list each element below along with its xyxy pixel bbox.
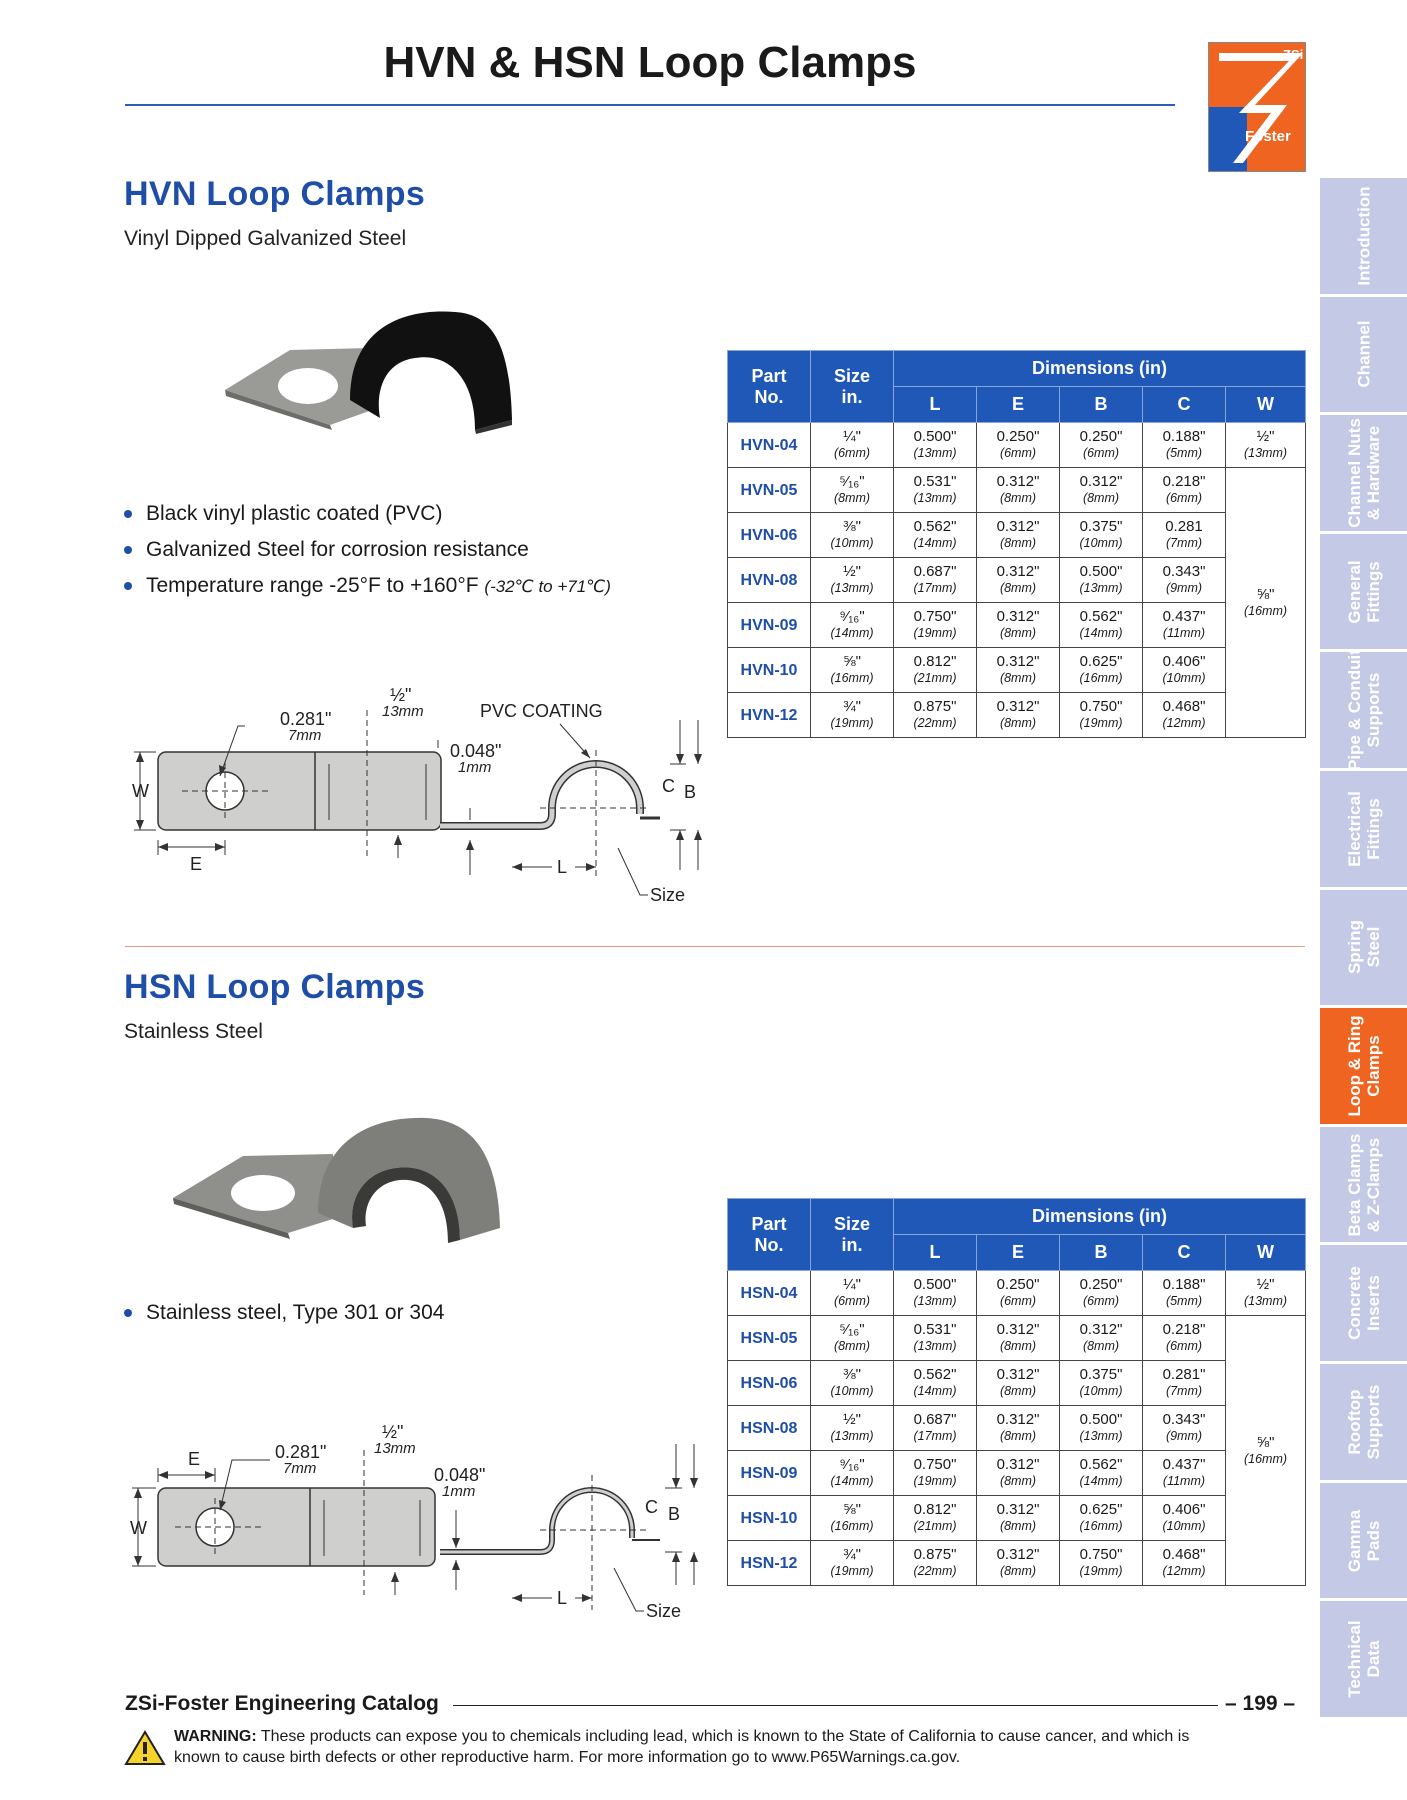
sidebar-tab-label: Gamma Pads xyxy=(1344,1509,1383,1572)
page-number: – 199 – xyxy=(1225,1692,1296,1715)
b-cell: 0.750" (19mm) xyxy=(1060,1541,1143,1586)
part-number-cell: HSN-08 xyxy=(728,1406,811,1451)
e-cell: 0.312" (8mm) xyxy=(977,1451,1060,1496)
hsn-dimension-diagram xyxy=(120,1420,710,1655)
dim-thick-mm: 1mm xyxy=(442,1483,476,1500)
c-cell: 0.218" (6mm) xyxy=(1143,1316,1226,1361)
table-row xyxy=(728,558,1306,603)
header-part: Part No. xyxy=(728,1199,811,1271)
b-cell: 0.625" (16mm) xyxy=(1060,648,1143,693)
header-c: C xyxy=(1143,1235,1226,1271)
size-cell: ⅜" (10mm) xyxy=(811,513,894,558)
header-l: L xyxy=(894,1235,977,1271)
table-row xyxy=(728,513,1306,558)
table-row xyxy=(728,1271,1306,1316)
b-cell: 0.312" (8mm) xyxy=(1060,468,1143,513)
dim-size-label: Size xyxy=(650,885,686,905)
sidebar-tab-label: Channel xyxy=(1354,320,1373,388)
hsn-spec-table xyxy=(727,1198,1306,1586)
l-cell: 0.812" (21mm) xyxy=(894,1496,977,1541)
table-row xyxy=(728,1406,1306,1451)
part-number-cell: HVN-09 xyxy=(728,603,811,648)
dim-c-label: C xyxy=(662,776,675,796)
hvn-dimension-diagram xyxy=(120,680,710,915)
hsn-table-body xyxy=(728,1271,1306,1586)
part-number-cell: HSN-09 xyxy=(728,1451,811,1496)
header-e: E xyxy=(977,387,1060,423)
bullet-text: Black vinyl plastic coated (PVC) xyxy=(146,502,443,525)
c-cell: 0.406" (10mm) xyxy=(1143,648,1226,693)
b-cell: 0.625" (16mm) xyxy=(1060,1496,1143,1541)
table-row xyxy=(728,468,1306,513)
sidebar-tab-label: Beta Clamps & Z-Clamps xyxy=(1344,1133,1383,1237)
catalog-section-tabs xyxy=(1320,178,1407,1720)
dim-l-label: L xyxy=(557,1588,568,1608)
e-cell: 0.312" (8mm) xyxy=(977,1406,1060,1451)
header-l: L xyxy=(894,387,977,423)
size-cell: ⅝" (16mm) xyxy=(811,648,894,693)
header-part: Part No. xyxy=(728,351,811,423)
dim-w-label: W xyxy=(130,1518,147,1538)
prop65-warning xyxy=(174,1726,1234,1768)
dim-l-label: L xyxy=(557,857,568,877)
b-cell: 0.250" (6mm) xyxy=(1060,1271,1143,1316)
e-cell: 0.312" (8mm) xyxy=(977,1361,1060,1406)
hvn-section-subtitle: Vinyl Dipped Galvanized Steel xyxy=(124,227,407,250)
dim-hole-label: 0.281" xyxy=(280,709,332,729)
sidebar-tab-technical[interactable] xyxy=(1320,1601,1407,1720)
e-cell: 0.312" (8mm) xyxy=(977,468,1060,513)
w-cell: ⅝" (16mm) xyxy=(1226,468,1306,738)
footer-divider xyxy=(453,1705,1218,1706)
dim-hole-mm: 7mm xyxy=(288,727,322,744)
hsn-section-subtitle: Stainless Steel xyxy=(124,1020,263,1043)
warning-label: WARNING: xyxy=(174,1728,257,1745)
header-w: W xyxy=(1226,1235,1306,1271)
title-divider xyxy=(125,104,1175,106)
sidebar-tab-label: Rooftop Supports xyxy=(1344,1384,1383,1460)
dim-thick-label: 0.048" xyxy=(434,1465,486,1485)
header-size: Size in. xyxy=(811,351,894,423)
part-number-cell: HVN-10 xyxy=(728,648,811,693)
hsn-feature-list xyxy=(124,1295,444,1331)
part-number-cell: HSN-06 xyxy=(728,1361,811,1406)
bullet-text: Temperature range -25°F to +160°F xyxy=(146,574,479,597)
e-cell: 0.312" (8mm) xyxy=(977,648,1060,693)
l-cell: 0.500" (13mm) xyxy=(894,1271,977,1316)
list-item xyxy=(124,568,611,605)
hvn-spec-table xyxy=(727,350,1306,738)
b-cell: 0.562" (14mm) xyxy=(1060,603,1143,648)
part-number-cell: HSN-04 xyxy=(728,1271,811,1316)
dim-e-label: E xyxy=(188,1449,201,1469)
dim-half-mm: 13mm xyxy=(382,703,424,720)
e-cell: 0.312" (8mm) xyxy=(977,1316,1060,1361)
list-item xyxy=(124,1295,444,1331)
sidebar-tab-label: Loop & Ring Clamps xyxy=(1344,1015,1383,1117)
dim-thick-label: 0.048" xyxy=(450,741,502,761)
dim-hole-mm: 7mm xyxy=(283,1460,317,1477)
header-b: B xyxy=(1060,1235,1143,1271)
table-row xyxy=(728,648,1306,693)
size-cell: ¾" (19mm) xyxy=(811,1541,894,1586)
c-cell: 0.343" (9mm) xyxy=(1143,1406,1226,1451)
size-cell: ⅝" (16mm) xyxy=(811,1496,894,1541)
dim-c-label: C xyxy=(645,1497,658,1517)
dim-e-label: E xyxy=(190,854,203,874)
sidebar-tab-label: Pipe & Conduit Supports xyxy=(1344,649,1383,772)
e-cell: 0.250" (6mm) xyxy=(977,423,1060,468)
c-cell: 0.406" (10mm) xyxy=(1143,1496,1226,1541)
c-cell: 0.437" (11mm) xyxy=(1143,603,1226,648)
l-cell: 0.750" (19mm) xyxy=(894,603,977,648)
size-cell: ¼" (6mm) xyxy=(811,423,894,468)
dim-hole-label: 0.281" xyxy=(275,1442,327,1462)
e-cell: 0.312" (8mm) xyxy=(977,1541,1060,1586)
catalog-name: ZSi-Foster Engineering Catalog xyxy=(125,1692,439,1715)
l-cell: 0.812" (21mm) xyxy=(894,648,977,693)
l-cell: 0.531" (13mm) xyxy=(894,468,977,513)
e-cell: 0.312" (8mm) xyxy=(977,693,1060,738)
size-cell: ⁹⁄₁₆" (14mm) xyxy=(811,603,894,648)
table-row xyxy=(728,423,1306,468)
size-cell: ¼" (6mm) xyxy=(811,1271,894,1316)
b-cell: 0.562" (14mm) xyxy=(1060,1451,1143,1496)
dim-b-label: B xyxy=(684,782,697,802)
header-b: B xyxy=(1060,387,1143,423)
table-row xyxy=(728,1541,1306,1586)
size-cell: ⁵⁄₁₆" (8mm) xyxy=(811,468,894,513)
table-row xyxy=(728,1496,1306,1541)
hsn-section-title: HSN Loop Clamps xyxy=(124,968,426,1006)
pvc-coating-label: PVC COATING xyxy=(480,701,603,721)
temp-note: (-32℃ to +71℃) xyxy=(484,577,611,596)
size-cell: ½" (13mm) xyxy=(811,558,894,603)
dim-half-label: ½" xyxy=(382,1422,404,1442)
zsi-foster-logo xyxy=(1208,42,1306,172)
page-title: HVN & HSN Loop Clamps xyxy=(383,38,917,87)
c-cell: 0.188" (5mm) xyxy=(1143,423,1226,468)
l-cell: 0.687" (17mm) xyxy=(894,1406,977,1451)
size-cell: ¾" (19mm) xyxy=(811,693,894,738)
size-cell: ⅜" (10mm) xyxy=(811,1361,894,1406)
e-cell: 0.312" (8mm) xyxy=(977,513,1060,558)
b-cell: 0.375" (10mm) xyxy=(1060,513,1143,558)
sidebar-tab-label: Electrical Fittings xyxy=(1344,791,1383,867)
part-number-cell: HSN-12 xyxy=(728,1541,811,1586)
part-number-cell: HVN-08 xyxy=(728,558,811,603)
header-w: W xyxy=(1226,387,1306,423)
w-cell: ⅝" (16mm) xyxy=(1226,1316,1306,1586)
sidebar-tab-label: General Fittings xyxy=(1344,559,1383,624)
c-cell: 0.188" (5mm) xyxy=(1143,1271,1226,1316)
logo-text-top: ZSi xyxy=(1283,47,1304,62)
l-cell: 0.562" (14mm) xyxy=(894,513,977,558)
table-row xyxy=(728,693,1306,738)
l-cell: 0.875" (22mm) xyxy=(894,1541,977,1586)
dim-size-label: Size xyxy=(646,1601,682,1621)
e-cell: 0.250" (6mm) xyxy=(977,1271,1060,1316)
l-cell: 0.687" (17mm) xyxy=(894,558,977,603)
c-cell: 0.468" (12mm) xyxy=(1143,693,1226,738)
table-row xyxy=(728,1316,1306,1361)
hvn-product-photo xyxy=(220,300,520,455)
l-cell: 0.750" (19mm) xyxy=(894,1451,977,1496)
size-cell: ⁹⁄₁₆" (14mm) xyxy=(811,1451,894,1496)
part-number-cell: HSN-05 xyxy=(728,1316,811,1361)
w-cell: ½" (13mm) xyxy=(1226,423,1306,468)
table-row xyxy=(728,603,1306,648)
b-cell: 0.750" (19mm) xyxy=(1060,693,1143,738)
sidebar-tab-label: Spring Steel xyxy=(1344,920,1383,975)
dim-b-label: B xyxy=(668,1504,681,1524)
c-cell: 0.468" (12mm) xyxy=(1143,1541,1226,1586)
header-dimensions: Dimensions (in) xyxy=(894,351,1306,387)
b-cell: 0.375" (10mm) xyxy=(1060,1361,1143,1406)
b-cell: 0.312" (8mm) xyxy=(1060,1316,1143,1361)
hvn-section-title: HVN Loop Clamps xyxy=(124,175,426,213)
l-cell: 0.531" (13mm) xyxy=(894,1316,977,1361)
size-cell: ½" (13mm) xyxy=(811,1406,894,1451)
section-divider xyxy=(125,946,1305,947)
l-cell: 0.562" (14mm) xyxy=(894,1361,977,1406)
c-cell: 0.218" (6mm) xyxy=(1143,468,1226,513)
dim-half-mm: 13mm xyxy=(374,1440,416,1457)
header-e: E xyxy=(977,1235,1060,1271)
b-cell: 0.250" (6mm) xyxy=(1060,423,1143,468)
part-number-cell: HVN-04 xyxy=(728,423,811,468)
size-cell: ⁵⁄₁₆" (8mm) xyxy=(811,1316,894,1361)
sidebar-tab-label: Introduction xyxy=(1354,186,1373,286)
b-cell: 0.500" (13mm) xyxy=(1060,558,1143,603)
table-row xyxy=(728,1451,1306,1496)
c-cell: 0.437" (11mm) xyxy=(1143,1451,1226,1496)
hsn-product-photo xyxy=(168,1108,518,1263)
e-cell: 0.312" (8mm) xyxy=(977,558,1060,603)
list-item xyxy=(124,532,611,568)
w-cell: ½" (13mm) xyxy=(1226,1271,1306,1316)
list-item xyxy=(124,496,611,532)
dim-w-label: W xyxy=(132,781,149,801)
l-cell: 0.875" (22mm) xyxy=(894,693,977,738)
header-c: C xyxy=(1143,387,1226,423)
warning-icon xyxy=(124,1730,166,1771)
warning-text: These products can expose you to chemicals including lead, which is known to the State of California to cause cancer, and which is known to cause birth defects or other reproductive harm. For more information go to www.P65Warnings.ca.gov. xyxy=(174,1728,1190,1766)
e-cell: 0.312" (8mm) xyxy=(977,603,1060,648)
sidebar-tab-label: Technical Data xyxy=(1344,1620,1383,1698)
part-number-cell: HVN-12 xyxy=(728,693,811,738)
sidebar-tab-rooftop[interactable] xyxy=(1320,1364,1407,1483)
c-cell: 0.343" (9mm) xyxy=(1143,558,1226,603)
l-cell: 0.500" (13mm) xyxy=(894,423,977,468)
sidebar-tab-label: Concrete Inserts xyxy=(1344,1266,1383,1341)
e-cell: 0.312" (8mm) xyxy=(977,1496,1060,1541)
sidebar-tab-label: Channel Nuts & Hardware xyxy=(1344,418,1383,528)
hvn-table-body xyxy=(728,423,1306,738)
c-cell: 0.281 (7mm) xyxy=(1143,513,1226,558)
logo-text-bottom: Foster xyxy=(1245,128,1291,145)
bullet-text: Galvanized Steel for corrosion resistance xyxy=(146,538,529,561)
b-cell: 0.500" (13mm) xyxy=(1060,1406,1143,1451)
dim-thick-mm: 1mm xyxy=(458,759,492,776)
part-number-cell: HSN-10 xyxy=(728,1496,811,1541)
table-row xyxy=(728,1361,1306,1406)
part-number-cell: HVN-06 xyxy=(728,513,811,558)
part-number-cell: HVN-05 xyxy=(728,468,811,513)
hvn-feature-list xyxy=(124,496,611,605)
bullet-text: Stainless steel, Type 301 or 304 xyxy=(146,1301,445,1324)
dim-half-label: ½" xyxy=(390,685,412,705)
c-cell: 0.281" (7mm) xyxy=(1143,1361,1226,1406)
header-dimensions: Dimensions (in) xyxy=(894,1199,1306,1235)
header-size: Size in. xyxy=(811,1199,894,1271)
